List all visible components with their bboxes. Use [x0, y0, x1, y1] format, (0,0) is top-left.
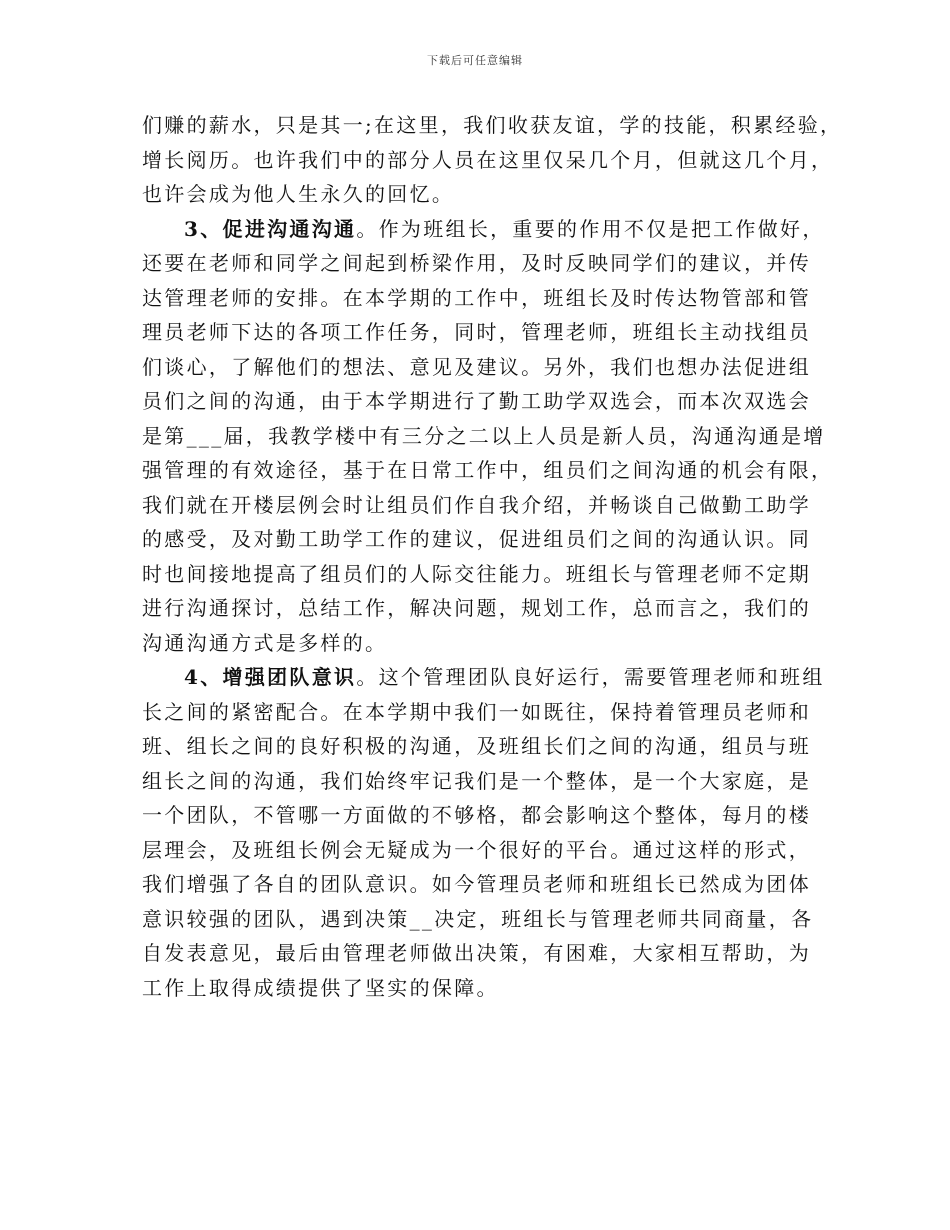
text-line: 我们增强了各自的团队意识。如今管理员老师和班组长已然成为团体 [142, 872, 811, 896]
text-line: 还要在老师和同学之间起到桥梁作用，及时反映同学们的建议，并传 [142, 251, 811, 275]
section-3-first-line [142, 212, 825, 247]
text-line: 增长阅历。也许我们中的部分人员在这里仅呆几个月，但就这几个月， [142, 147, 834, 172]
text-span: 。作为班组长，重要的作用不仅是把工作做好， [356, 216, 825, 241]
text-line: 我们就在开楼层例会时让组员们作自我介绍，并畅谈自己做勤工助学 [142, 492, 811, 517]
text-line: 员们之间的沟通，由于本学期进行了勤工助学双选会，而本次双选会 [142, 389, 811, 413]
text-line: 理员老师下达的各项工作任务，同时，管理老师，班组长主动找组员 [142, 320, 811, 344]
document-body [142, 108, 843, 1005]
text-line: 一个团队，不管哪一方面做的不够格，都会影响这个整体，每月的楼 [142, 803, 811, 827]
text-line: 层理会，及班组长例会无疑成为一个很好的平台。通过这样的形式， [142, 837, 811, 862]
text-line: 的感受，及对勤工助学工作的建议，促进组员们之间的沟通认识。同 [142, 527, 811, 551]
text-line: 们赚的薪水，只是其一;在这里，我们收获友谊，学的技能，积累经验， [142, 113, 843, 137]
section-4-first-line [142, 660, 825, 695]
text-span: 。这个管理团队良好运行，需要管理老师和班组 [356, 665, 825, 689]
page-header: 下载后可任意编辑 [427, 54, 523, 67]
text-line: 工作上取得成绩提供了坚实的保障。 [142, 975, 499, 1000]
text-line: 组长之间的沟通，我们始终牢记我们是一个整体，是一个大家庭，是 [142, 768, 811, 793]
text-line: 进行沟通探讨，总结工作，解决问题，规划工作，总而言之，我们的 [142, 596, 811, 620]
section-4-heading: 4、增强团队意识 [184, 665, 357, 689]
text-line: 时也间接地提高了组员们的人际交往能力。班组长与管理老师不定期 [142, 561, 811, 586]
text-line: 自发表意见，最后由管理老师做出决策，有困难，大家相互帮助，为 [142, 941, 811, 965]
text-line: 长之间的紧密配合。在本学期中我们一如既往，保持着管理员老师和 [142, 699, 811, 724]
text-line: 也许会成为他人生永久的回忆。 [142, 182, 455, 206]
text-line: 班、组长之间的良好积极的沟通，及班组长们之间的沟通，组员与班 [142, 734, 811, 758]
text-line: 强管理的有效途径，基于在日常工作中，组员们之间沟通的机会有限， [142, 458, 834, 482]
section-3-heading: 3、促进沟通沟通 [184, 216, 357, 241]
text-line: 们谈心，了解他们的想法、意见及建议。另外，我们也想办法促进组 [142, 354, 811, 379]
text-line: 是第___届，我教学楼中有三分之二以上人员是新人员，沟通沟通是增 [142, 423, 826, 448]
text-line: 达管理老师的安排。在本学期的工作中，班组长及时传达物管部和管 [142, 285, 811, 310]
text-line: 意识较强的团队，遇到决策__决定，班组长与管理老师共同商量，各 [142, 906, 814, 931]
text-line: 沟通沟通方式是多样的。 [142, 630, 388, 655]
